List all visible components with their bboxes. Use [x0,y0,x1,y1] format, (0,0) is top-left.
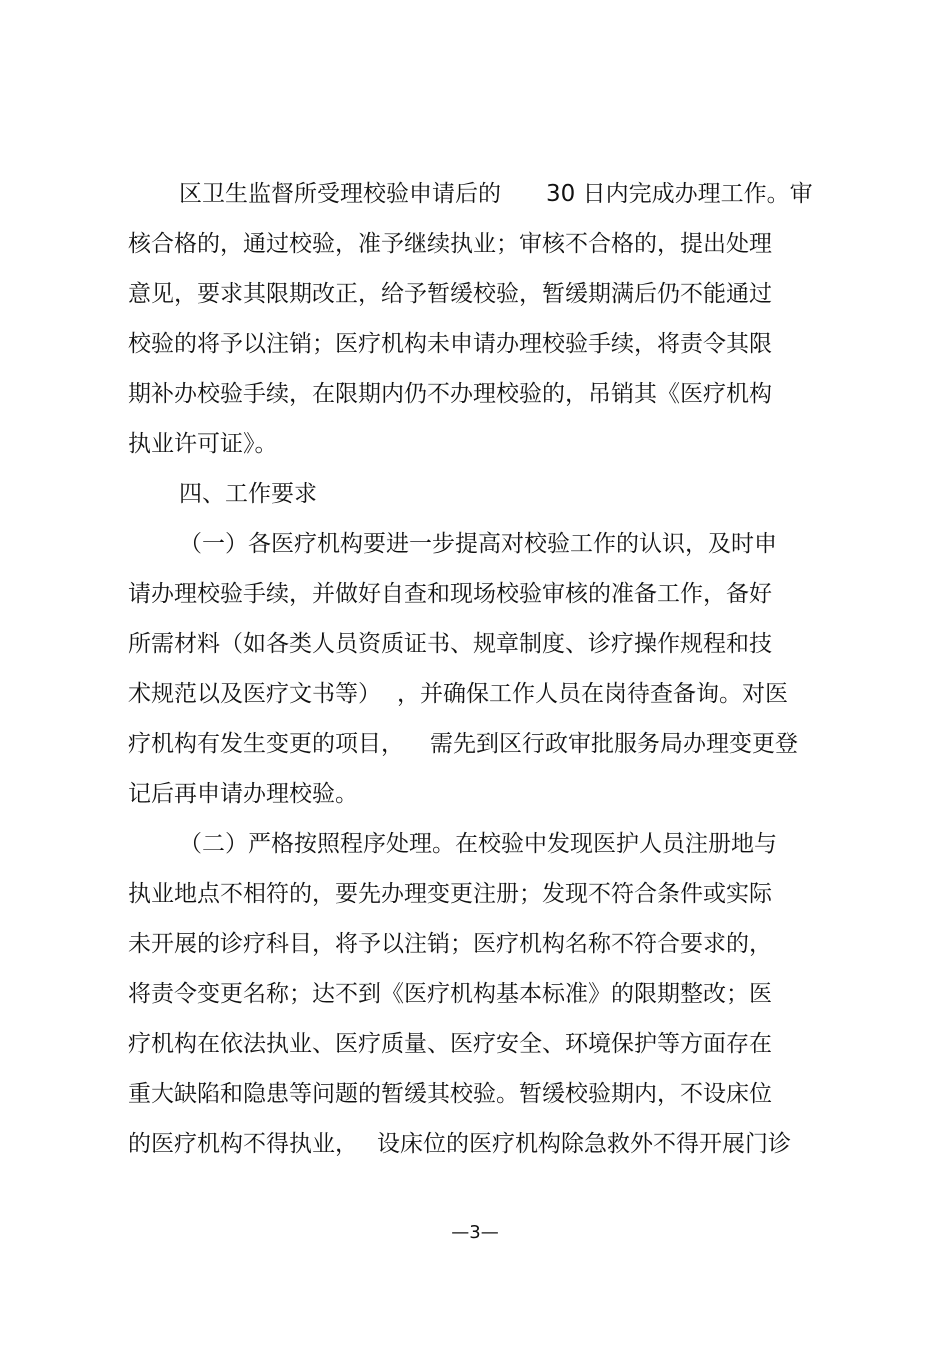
page-number: —3— [451,1222,499,1243]
text-line-3: 意见，要求其限期改正，给予暂缓校验，暂缓期满后仍不能通过 [128,281,772,307]
section-heading: 四、工作要求 [179,481,317,507]
text-line-1: 区卫生监督所受理校验申请后的 [179,181,501,207]
text-line-4: 校验的将予以注销；医疗机构未申请办理校验手续，将责令其限 [128,331,772,357]
text-line-13: 记后再申请办理校验。 [128,781,358,807]
text-line-6: 执业许可证》。 [128,431,278,457]
text-line-12: 疗机构有发生变更的项目， [128,731,404,757]
text-line-20: 的医疗机构不得执业， [128,1131,358,1157]
text-line-10: 所需材料（如各类人员资质证书、规章制度、诊疗操作规程和技 [128,631,772,657]
text-line-12b: 需先到区行政审批服务局办理变更登 [430,731,798,757]
text-line-19: 重大缺陷和隐患等问题的暂缓其校验。暂缓校验期内，不设床位 [128,1081,772,1107]
text-line-5: 期补办校验手续，在限期内仍不办理校验的，吊销其《医疗机构 [128,381,772,407]
text-line-20b: 设床位的医疗机构除急救外不得开展门诊 [377,1131,791,1157]
text-line-11b: ，并确保工作人员在岗待查备询。对医 [397,681,788,707]
text-line-15: 执业地点不相符的，要先办理变更注册；发现不符合条件或实际 [128,881,772,907]
text-line-1b: 30 日内完成办理工作。审 [546,181,813,207]
text-line-16: 未开展的诊疗科目，将予以注销；医疗机构名称不符合要求的， [128,931,772,957]
text-line-17: 将责令变更名称；达不到《医疗机构基本标准》的限期整改；医 [128,981,772,1007]
text-line-2: 核合格的，通过校验，准予继续执业；审核不合格的，提出处理 [128,231,772,257]
text-line-9: 请办理校验手续，并做好自查和现场校验审核的准备工作，备好 [128,581,772,607]
text-line-11: 术规范以及医疗文书等） [128,681,381,707]
text-line-14: （二）严格按照程序处理。在校验中发现医护人员注册地与 [179,831,777,857]
text-line-8: （一）各医疗机构要进一步提高对校验工作的认识，及时申 [179,531,777,557]
text-line-18: 疗机构在依法执业、医疗质量、医疗安全、环境保护等方面存在 [128,1031,772,1057]
